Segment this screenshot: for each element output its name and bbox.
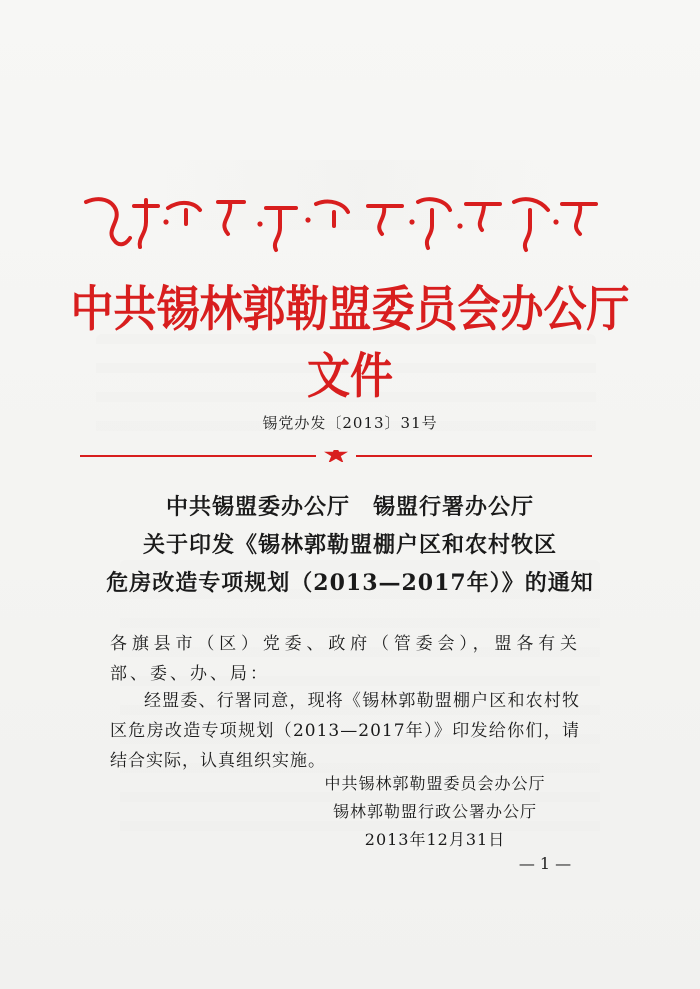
recipient-line: 各旗县市（区）党委、政府（管委会），盟各有关部、委、办、局： xyxy=(110,634,580,684)
signature-date: 2013年12月31日 xyxy=(364,830,506,849)
notice-subject-line-1: 关于印发《锡林郭勒盟棚户区和农村牧区 xyxy=(142,532,557,558)
red-divider-with-star xyxy=(80,450,592,462)
document-number: 锡党办发〔2013〕31号 xyxy=(262,414,438,432)
star-icon xyxy=(324,450,348,462)
document-title: 中共锡林郭勒盟委员会办公厅文件 xyxy=(70,281,630,405)
notice-subject-line-2: 危房改造专项规划（2013—2017年）》的通知 xyxy=(106,570,594,596)
notice-heading xyxy=(40,488,660,602)
page-number: — 1 — xyxy=(518,854,572,873)
signature-org-1: 中共锡林郭勒盟委员会办公厅 xyxy=(324,774,546,793)
signature-org-2: 锡林郭勒盟行政公署办公厅 xyxy=(332,802,537,821)
issuing-offices-line: 中共锡盟委办公厅 锡盟行署办公厅 xyxy=(165,494,534,520)
mongolian-script-header xyxy=(82,192,602,258)
main-paragraph: 经盟委、行署同意，现将《锡林郭勒盟棚户区和农村牧区危房改造专项规划（2013—2017年）》印发给你们，请结合实际，认真组织实施。 xyxy=(110,691,580,771)
